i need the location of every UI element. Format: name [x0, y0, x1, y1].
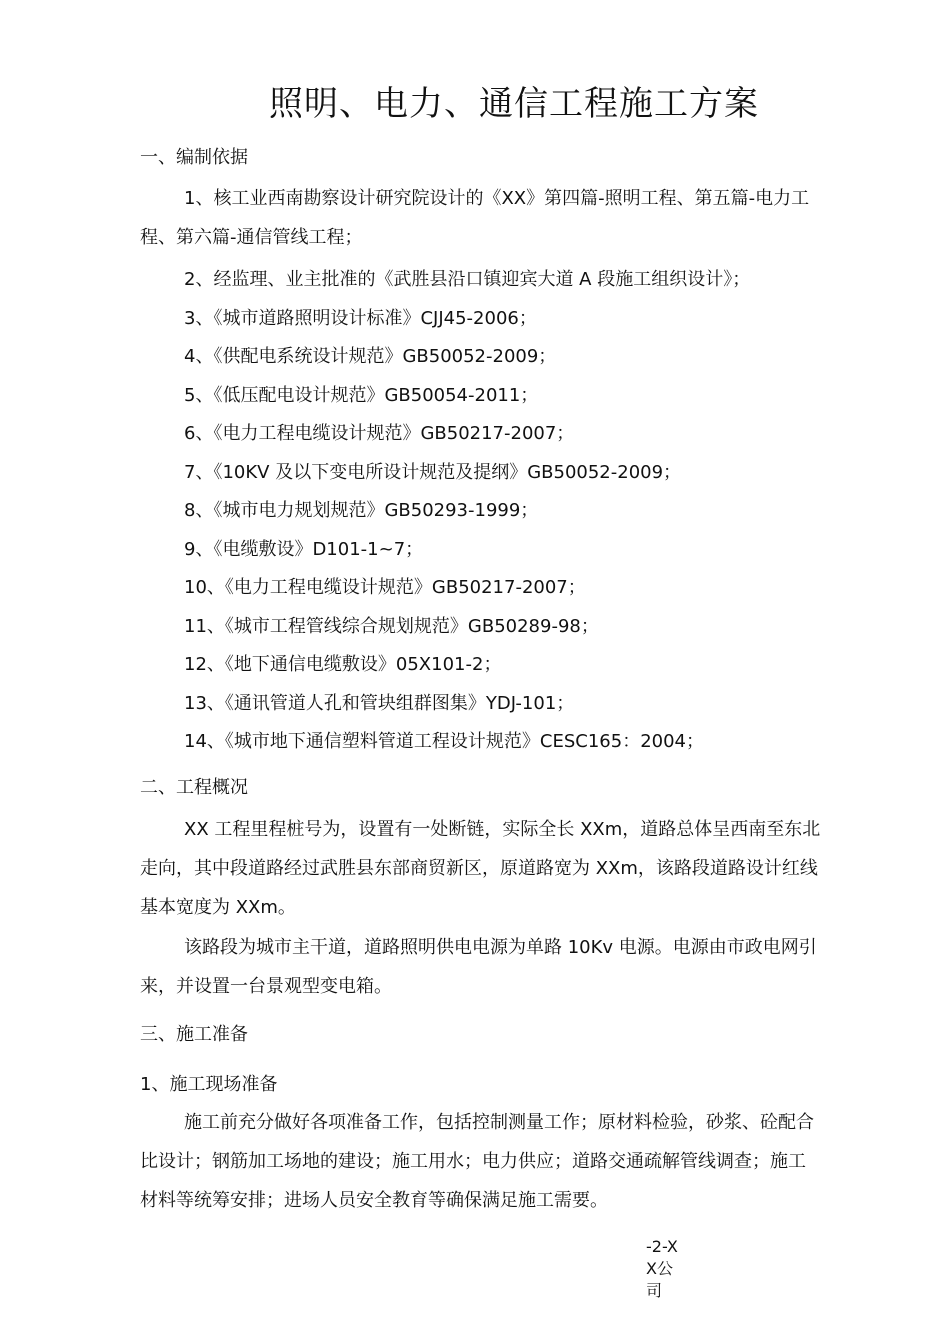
- section-heading-overview: 二、工程概况: [140, 777, 248, 798]
- overview-paragraph-1-line: 基本宽度为 XXm。: [140, 897, 296, 918]
- basis-item: 14、《城市地下通信塑料管道工程设计规范》CESC165：2004；: [184, 731, 705, 752]
- preparation-paragraph-line: 材料等统筹安排；进场人员安全教育等确保满足施工需要。: [140, 1190, 608, 1211]
- page-footer: -2-XX公司: [646, 1237, 678, 1300]
- basis-item: 12、《地下通信电缆敷设》05X101-2；: [184, 654, 502, 675]
- basis-item: 7、《10KV 及以下变电所设计规范及提纲》GB50052-2009；: [184, 462, 682, 483]
- basis-item-1-line-1: 1、核工业西南勘察设计研究院设计的《XX》第四篇-照明工程、第五篇-电力工: [184, 188, 810, 209]
- document-title: 照明、电力、通信工程施工方案: [269, 84, 759, 124]
- subheading-site-preparation: 1、施工现场准备: [140, 1074, 278, 1095]
- preparation-paragraph-line: 施工前充分做好各项准备工作，包括控制测量工作；原材料检验，砂浆、砼配合: [184, 1112, 814, 1133]
- basis-item: 5、《低压配电设计规范》GB50054-2011；: [184, 385, 539, 406]
- overview-paragraph-1-line: 走向，其中段道路经过武胜县东部商贸新区，原道路宽为 XXm，该路段道路设计红线: [140, 858, 818, 879]
- basis-item: 9、《电缆敷设》D101-1~7；: [184, 539, 424, 560]
- basis-item: 11、《城市工程管线综合规划规范》GB50289-98；: [184, 616, 599, 637]
- overview-paragraph-2-line: 来，并设置一台景观型变电箱。: [140, 976, 392, 997]
- preparation-paragraph-line: 比设计；钢筋加工场地的建设；施工用水；电力供应；道路交通疏解管线调查；施工: [140, 1151, 806, 1172]
- overview-paragraph-2-line: 该路段为城市主干道，道路照明供电电源为单路 10Kv 电源。电源由市政电网引: [184, 937, 817, 958]
- overview-paragraph-1-line: XX 工程里程桩号为，设置有一处断链，实际全长 XXm，道路总体呈西南至东北: [184, 819, 821, 840]
- basis-item: 10、《电力工程电缆设计规范》GB50217-2007；: [184, 577, 586, 598]
- basis-item: 13、《通讯管道人孔和管块组群图集》YDJ-101；: [184, 693, 575, 714]
- basis-item: 8、《城市电力规划规范》GB50293-1999；: [184, 500, 539, 521]
- basis-item: 3、《城市道路照明设计标准》CJJ45-2006；: [184, 308, 537, 329]
- section-heading-basis: 一、编制依据: [140, 147, 248, 168]
- section-heading-preparation: 三、施工准备: [140, 1024, 248, 1045]
- basis-item: 2、经监理、业主批准的《武胜县沿口镇迎宾大道 A 段施工组织设计》；: [184, 269, 751, 290]
- basis-item: 6、《电力工程电缆设计规范》GB50217-2007；: [184, 423, 575, 444]
- basis-item: 4、《供配电系统设计规范》GB50052-2009；: [184, 346, 557, 367]
- basis-item-1-line-2: 程、第六篇-通信管线工程；: [140, 227, 363, 248]
